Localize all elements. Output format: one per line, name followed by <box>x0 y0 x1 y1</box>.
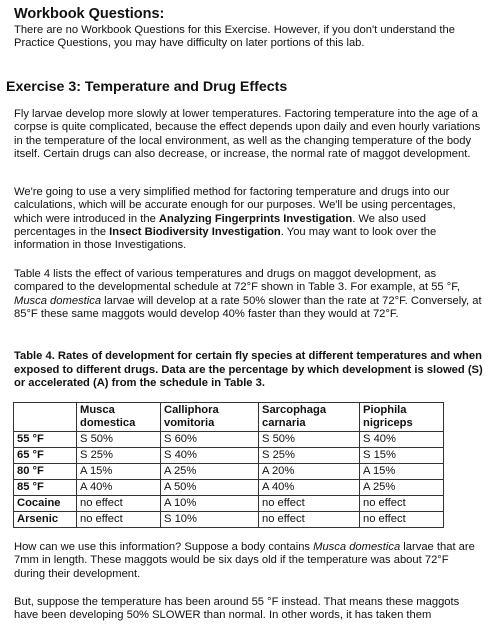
table-cell: S 15% <box>360 448 444 464</box>
header-genus: Musca <box>80 404 115 416</box>
table-row <box>14 432 444 448</box>
table-cell: no effect <box>360 512 444 528</box>
table-cell: no effect <box>259 512 360 528</box>
header-piophila-nigriceps <box>360 403 444 432</box>
header-sarcophaga-carnaria <box>259 403 360 432</box>
table-row <box>14 496 444 512</box>
header-species: carnaria <box>262 417 306 429</box>
table-header-row <box>14 403 444 432</box>
insect-biodiversity-ref: Insect Biodiversity Investigation <box>109 225 281 238</box>
header-genus: Sarcophaga <box>262 404 327 416</box>
table-cell: A 10% <box>161 496 259 512</box>
table-cell: A 50% <box>161 480 259 496</box>
row-label: 85 °F <box>14 480 77 496</box>
table-cell: S 25% <box>259 448 360 464</box>
table-cell: A 25% <box>161 464 259 480</box>
paragraph-1: Fly larvae develop more slowly at lower temperatures. Factoring temperature into the age of a corpse is quite complicated, because the effect depends upon daily and even hourly variations in the temperature of the local environment, as well as the changing temperature of the body itself. Certain drugs can also decrease, or increase, the normal rate of maggot development. <box>14 108 481 160</box>
header-species: domestica <box>80 417 136 429</box>
table-cell: no effect <box>77 496 161 512</box>
header-species: nigriceps <box>363 417 413 429</box>
workbook-heading: Workbook Questions: <box>14 6 165 22</box>
row-label: Arsenic <box>14 512 77 528</box>
header-blank-cell <box>14 403 77 432</box>
table-cell: S 50% <box>259 432 360 448</box>
paragraph-3-text-c: larvae will develop at a rate 50% slower than the rate at 72°F. Conversely, at 85°F these same maggots would develop 40% faster than they would at 72°F. <box>14 294 482 320</box>
table-cell: A 40% <box>77 480 161 496</box>
table-cell: no effect <box>259 496 360 512</box>
table-cell: A 25% <box>360 480 444 496</box>
analyzing-fingerprints-ref: Analyzing Fingerprints Investigation <box>158 212 353 225</box>
header-genus: Piophila <box>363 404 407 416</box>
table-cell: S 60% <box>161 432 259 448</box>
species-name: Musca domestica <box>14 294 102 307</box>
table-cell: S 50% <box>77 432 161 448</box>
table-cell: no effect <box>360 496 444 512</box>
paragraph-4-text-c: larvae that are 7mm in length. These maggots would be six days old if the temperature was about 72°F during their development. <box>14 541 475 580</box>
paragraph-4 <box>14 541 482 581</box>
exercise-heading: Exercise 3: Temperature and Drug Effects <box>6 79 288 95</box>
header-calliphora-vomitoria <box>161 403 259 432</box>
paragraph-3-text-a: Table 4 lists the effect of various temperatures and drugs on maggot development, as compared to the developmental schedule at 72°F shown in Table 3. For example, at 55 °F, <box>14 268 460 294</box>
table-cell: A 15% <box>360 464 444 480</box>
row-label: 55 °F <box>14 432 77 448</box>
table-cell: A 20% <box>259 464 360 480</box>
row-label: Cocaine <box>14 496 77 512</box>
table-row <box>14 480 444 496</box>
development-rates-table <box>13 402 444 528</box>
row-label: 65 °F <box>14 448 77 464</box>
workbook-text: There are no Workbook Questions for this Exercise. However, if you don't understand the Practice Questions, you may have difficulty on later portions of this lab. <box>14 24 455 50</box>
header-genus: Calliphora <box>164 404 219 416</box>
header-musca-domestica <box>77 403 161 432</box>
table-cell: A 15% <box>77 464 161 480</box>
table-row <box>14 464 444 480</box>
paragraph-4-text-a: How can we use this information? Suppose a body contains <box>14 541 314 553</box>
paragraph-5: But, suppose the temperature has been around 55 °F instead. That means these maggots have been developing 50% SLOWER than normal. In other words, it has taken them <box>14 596 460 622</box>
paragraph-2-text-a: We're going to use a very simplified method for factoring temperature and drugs into our calculations, which will be accurate enough for our purposes. We'll be using percentages, which were introduced in the <box>14 186 456 225</box>
paragraph-3 <box>14 268 482 321</box>
table-cell: A 40% <box>259 480 360 496</box>
table-cell: S 40% <box>360 432 444 448</box>
paragraph-2-text-c: . We also used percentages in the <box>14 212 427 238</box>
table-row <box>14 448 444 464</box>
paragraph-2 <box>14 186 482 252</box>
species-name: Musca domestica <box>313 541 401 553</box>
table-caption: Table 4. Rates of development for certain fly species at different temperatures and when exposed to different drugs. Data are the percentage by which development is slowed (S) or accelerated (A) from the schedule in Table 3. <box>14 350 483 390</box>
table-cell: S 10% <box>161 512 259 528</box>
table-row <box>14 512 444 528</box>
paragraph-2-text-e: . You may want to look over the information in those Investigations. <box>14 225 437 252</box>
table-cell: S 25% <box>77 448 161 464</box>
header-species: vomitoria <box>164 417 215 429</box>
table-cell: S 40% <box>161 448 259 464</box>
row-label: 80 °F <box>14 464 77 480</box>
table-cell: no effect <box>77 512 161 528</box>
